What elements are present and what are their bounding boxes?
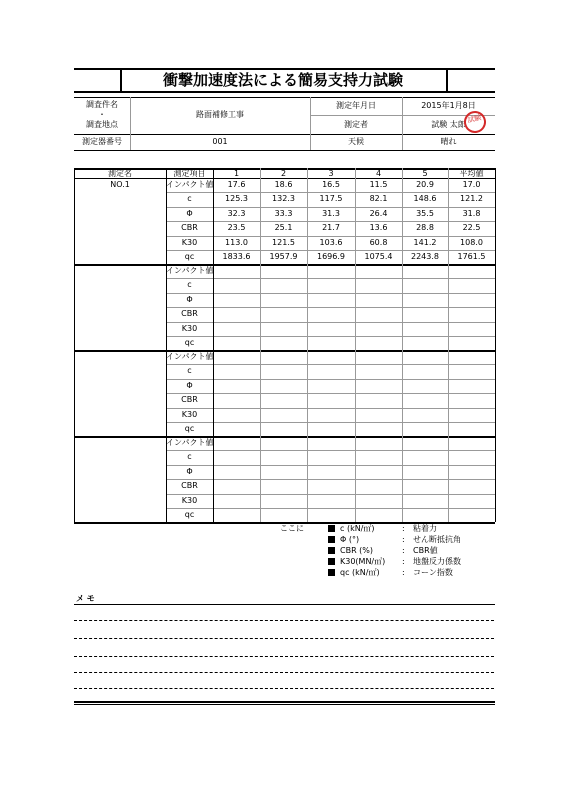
table-cell: 1761.5 — [457, 252, 486, 261]
page-title: 衝撃加速度法による簡易支持力試験 — [162, 71, 403, 89]
column-divider — [166, 168, 167, 522]
table-cell: 1957.9 — [269, 252, 298, 261]
legend-meaning: 粘着力 — [413, 524, 437, 533]
row-divider — [166, 379, 495, 380]
item-label: インパクト値 — [166, 266, 214, 275]
legend-colon: : — [402, 535, 405, 544]
table-cell: 11.5 — [369, 180, 388, 189]
group-divider — [74, 350, 495, 352]
table-cell: 22.5 — [462, 223, 481, 233]
legend-prefix: ここに — [280, 524, 304, 533]
column-header: 4 — [375, 168, 382, 178]
legend-symbol: CBR (%) — [340, 546, 374, 555]
table-cell: 23.5 — [227, 223, 246, 233]
memo-line — [74, 656, 494, 657]
column-divider — [355, 168, 356, 522]
row-divider — [166, 408, 495, 409]
table-cell: 17.6 — [227, 180, 246, 189]
table-cell: 108.0 — [460, 237, 483, 247]
table-cell: 35.5 — [416, 208, 434, 218]
measurement-name: NO.1 — [110, 180, 130, 189]
table-cell: 1075.4 — [364, 252, 393, 261]
table-cell: 21.7 — [322, 223, 340, 233]
column-divider — [448, 168, 449, 522]
memo-line — [74, 688, 494, 689]
row-divider — [166, 393, 495, 394]
survey-name-label: 調査件名 — [86, 100, 118, 109]
row-divider — [166, 364, 495, 365]
item-label: インパクト値 — [166, 438, 214, 447]
legend-bullet-icon — [328, 547, 335, 554]
item-label: CBR — [181, 223, 198, 233]
memo-line — [74, 638, 494, 639]
item-label: qc — [184, 338, 195, 347]
legend-meaning: CBR値 — [413, 546, 438, 555]
item-label: Φ — [186, 380, 193, 390]
row-divider — [166, 207, 495, 208]
device-label: 測定器番号 — [82, 137, 122, 146]
item-label: Φ — [186, 294, 193, 304]
legend-symbol: qc (kN/㎡) — [340, 568, 380, 577]
item-label: CBR — [181, 309, 198, 319]
table-cell: 32.3 — [227, 208, 246, 218]
item-label: Φ — [186, 208, 193, 218]
table-cell: 103.6 — [319, 237, 343, 247]
legend-meaning: コーン指数 — [413, 568, 453, 577]
legend-bullet-icon — [328, 569, 335, 576]
date-label: 測定年月日 — [336, 101, 376, 110]
device-value: 001 — [212, 137, 228, 146]
column-header: 測定項目 — [173, 168, 206, 178]
row-divider — [166, 250, 495, 251]
row-divider — [166, 307, 495, 308]
hanko-seal-icon: 試験 — [462, 109, 488, 135]
table-cell: 1696.9 — [317, 252, 345, 261]
table-cell: 132.3 — [272, 194, 295, 204]
legend-meaning: 地盤反力係数 — [413, 557, 461, 566]
table-cell: 121.2 — [460, 194, 483, 204]
item-label: qc — [184, 510, 195, 519]
column-header: 平均値 — [459, 168, 484, 178]
column-divider — [495, 168, 496, 522]
row-divider — [166, 322, 495, 323]
item-label: c — [187, 452, 192, 462]
table-cell: 18.6 — [274, 180, 293, 189]
row-divider — [166, 465, 495, 466]
legend-bullet-icon — [328, 536, 335, 543]
column-divider — [307, 168, 308, 522]
measurer-label: 測定者 — [344, 120, 368, 129]
row-divider — [166, 221, 495, 222]
column-divider — [260, 168, 261, 522]
measurer-value: 試験 太郎 — [431, 120, 466, 129]
table-cell: 33.3 — [274, 208, 293, 218]
survey-value: 路面補修工事 — [196, 110, 244, 119]
table-cell: 26.4 — [369, 208, 388, 218]
legend-colon: : — [402, 546, 405, 555]
table-cell: 28.8 — [416, 223, 434, 233]
table-cell: 25.1 — [274, 223, 293, 233]
table-cell: 13.6 — [369, 223, 388, 233]
item-label: Φ — [186, 466, 193, 476]
item-label: CBR — [181, 481, 198, 491]
column-divider — [402, 168, 403, 522]
column-divider — [213, 168, 214, 522]
item-label: K30 — [181, 237, 198, 247]
legend-bullet-icon — [328, 558, 335, 565]
row-divider — [166, 494, 495, 495]
item-label: インパクト値 — [166, 352, 214, 361]
legend-symbol: K30(MN/㎥) — [340, 557, 386, 566]
row-divider — [166, 236, 495, 237]
item-label: CBR — [181, 395, 198, 405]
date-value: 2015年1月8日 — [421, 101, 476, 110]
table-cell: 31.8 — [462, 208, 481, 218]
table-cell: 121.5 — [272, 237, 295, 247]
row-divider — [166, 278, 495, 279]
legend-colon: : — [402, 557, 405, 566]
table-cell: 60.8 — [369, 237, 388, 247]
table-cell: 141.2 — [413, 237, 437, 247]
column-header: 5 — [422, 168, 428, 178]
item-label: K30 — [181, 323, 198, 333]
legend-symbol: Φ (°) — [340, 535, 360, 544]
legend-meaning: せん断抵抗角 — [413, 535, 461, 544]
column-header: 測定名 — [108, 168, 132, 178]
item-label: インパクト値 — [166, 180, 214, 189]
table-cell: 31.3 — [322, 208, 340, 218]
memo-line — [74, 672, 494, 673]
column-divider — [74, 168, 75, 522]
legend-colon: : — [402, 568, 405, 577]
legend-bullet-icon — [328, 525, 335, 532]
group-divider — [74, 436, 495, 438]
weather-label: 天候 — [348, 137, 364, 146]
table-cell: 20.9 — [416, 180, 434, 189]
item-label: K30 — [181, 495, 198, 505]
legend-colon: : — [402, 524, 405, 533]
survey-dot: ・ — [98, 110, 106, 119]
memo-label: メ モ — [76, 594, 95, 603]
row-divider — [166, 293, 495, 294]
row-divider — [166, 450, 495, 451]
legend-symbol: c (kN/㎡) — [340, 524, 375, 533]
row-divider — [166, 479, 495, 480]
weather-value: 晴れ — [440, 137, 457, 146]
table-cell: 82.1 — [369, 194, 388, 204]
table-cell: 125.3 — [225, 194, 248, 204]
group-divider — [74, 264, 495, 266]
memo-line — [74, 620, 494, 621]
item-label: c — [187, 366, 192, 376]
item-label: K30 — [181, 409, 198, 419]
row-divider — [166, 192, 495, 193]
column-header: 1 — [233, 168, 240, 178]
table-cell: 148.6 — [413, 194, 437, 204]
survey-place-label: 調査地点 — [86, 120, 118, 129]
item-label: qc — [184, 252, 195, 261]
row-divider — [166, 336, 495, 337]
column-header: 2 — [280, 168, 287, 178]
item-label: qc — [184, 424, 195, 433]
table-cell: 117.5 — [319, 194, 343, 204]
column-header: 3 — [328, 168, 334, 178]
table-cell: 2243.8 — [411, 252, 439, 261]
table-cell: 16.5 — [322, 180, 340, 189]
table-cell: 113.0 — [225, 237, 248, 247]
row-divider — [166, 422, 495, 423]
table-cell: 1833.6 — [222, 252, 251, 261]
item-label: c — [187, 194, 192, 204]
item-label: c — [187, 280, 192, 290]
table-cell: 17.0 — [462, 180, 481, 189]
row-divider — [166, 508, 495, 509]
